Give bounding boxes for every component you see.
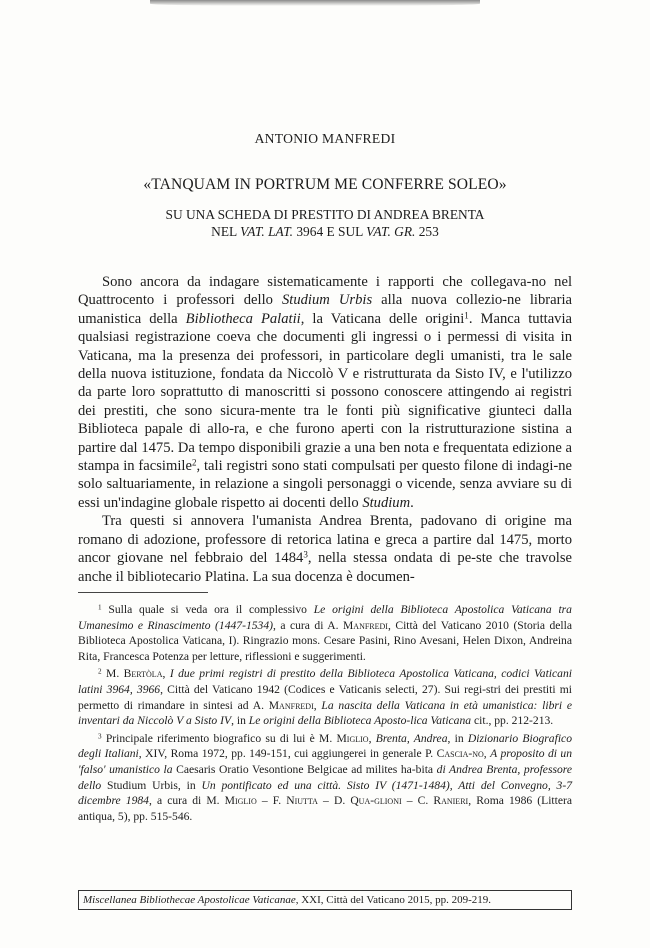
footnote-divider — [78, 592, 208, 593]
italic-run: Le origini della Biblioteca Apostolica Vaticana tra Umanesimo e Rinascimento (1447-1534) — [78, 603, 572, 632]
text-run: , Città del Vaticano 1942 (Codices e Vaticanis selecti, 27). Sui regi-stri dei prestiti mi permetto di rimandare in sintesi ad A. — [78, 682, 572, 712]
text-run: , nella stessa ondata di pe-ste che travolse anche il bibliotecario Platina. La sua docenza è documen- — [78, 550, 572, 585]
text-run: , a cura di A. — [273, 618, 343, 632]
text-run: , — [162, 667, 170, 681]
text-run: M. — [101, 667, 124, 681]
italic-run: A proposito di un 'falso' umanistico la — [78, 747, 573, 776]
text-run: Sulla quale si veda ora il complessivo — [101, 603, 314, 616]
text-run: , XIV, Roma 1972, pp. 149-151, cui aggiungerei in generale P. — [138, 747, 437, 761]
text-run: , in — [231, 714, 249, 728]
smallcaps-run: Manfredi — [268, 698, 314, 712]
italic-run: di Andrea Brenta, professore dello — [78, 762, 572, 792]
paragraph-1 — [78, 273, 572, 512]
subtitle-line-2 — [78, 223, 572, 240]
text-run: – F. — [256, 794, 287, 808]
text-run: , — [483, 747, 491, 761]
text-run: , in — [447, 731, 468, 745]
scan-shadow — [150, 0, 480, 6]
footnote-number: 1 — [98, 603, 102, 612]
subtitle-text: 3964 E SUL — [293, 224, 367, 239]
italic-run: Studium Urbis — [281, 292, 373, 309]
text-run: – C. — [401, 794, 434, 808]
text-run: , — [313, 698, 322, 712]
text-run: Principale riferimento biografico su di lui è M. — [101, 731, 337, 745]
footnotes — [78, 602, 572, 826]
text-run: Tra questi si annovera l'umanista Andrea Brenta, padovano di origine ma romano di adozione, professore di retorica latina e greca a partire dal 1475, morto ancor giovane nel febbraio del 1484 — [78, 513, 572, 567]
smallcaps-run: Niutta — [286, 794, 318, 808]
footnote-number: 3 — [98, 732, 102, 741]
italic-run: Dizionario Biografico degli Italiani — [78, 731, 572, 761]
footnote-number: 2 — [98, 667, 102, 676]
footnote-ref-3[interactable]: 3 — [303, 549, 308, 560]
text-run: , Roma 1986 (Littera antiqua, 5), pp. 515-546. — [78, 794, 573, 823]
smallcaps-run: Ranieri — [433, 794, 469, 808]
body-text — [78, 273, 572, 586]
source-citation-box — [78, 890, 572, 910]
smallcaps-run: Cascia-no — [436, 747, 484, 761]
italic-run: Bibliotheca Palatii — [185, 310, 301, 327]
smallcaps-run: Bertòla — [123, 667, 163, 681]
italic-run: Brenta, Andrea — [375, 731, 448, 745]
footnote-ref-1[interactable]: 1 — [464, 310, 469, 321]
text-run: , — [368, 731, 376, 745]
article-subtitle — [78, 206, 572, 240]
italic-run: I due primi registri di prestito della Biblioteca Apostolica Vaticana, codici Vaticani latini 3964, 3966 — [78, 667, 572, 696]
footnote-1 — [78, 602, 572, 664]
paragraph-2 — [78, 512, 572, 586]
italic-run: Studium — [362, 494, 411, 511]
smallcaps-run: Miglio — [336, 731, 369, 745]
italic-run: La nascita della Vaticana in età umanistica: libri e inventari da Niccolò V a Sisto IV — [78, 698, 573, 728]
text-run: , Città del Vaticano 2010 (Storia della Biblioteca Apostolica Vaticana, I). Ringrazio mons. Cesare Pasini, Rino Avesani, Helen Dixon, Andreina Rita, Francesca Potenza per letture, riflessioni e suggerimenti. — [78, 618, 572, 663]
text-run: Caesaris Oratio Vesontione Belgicae ad milites ha-bita — [172, 762, 437, 776]
text-run: . — [410, 494, 414, 511]
subtitle-shelfmark-gr: VAT. GR. — [366, 224, 416, 239]
subtitle-text: 253 — [415, 224, 439, 239]
smallcaps-run: Miglio — [224, 794, 257, 808]
text-run: , tali registri sono stati compulsati per questo filone di indagi-ne solo saltuariamente, in relazione a singoli personaggi o vicende, senza avviare su di essi un'indagine globale rispetto ai docenti dello — [78, 458, 573, 511]
smallcaps-run: Qua-glioni — [350, 794, 402, 808]
italic-run: Le origini della Biblioteca Aposto-lica Vaticana — [248, 714, 472, 728]
text-run: , la Vaticana delle origini — [300, 310, 465, 327]
journal-title: Miscellanea Bibliothecae Apostolicae Vaticanae — [83, 894, 296, 906]
text-run: . Manca tuttavia qualsiasi registrazione coeva che documenti gli ingressi o i permessi di visita in Vaticana, ma la presenza dei professori, in particolare degli umanisti, tra le sale della nuova istituzione, fondata da Niccolò V e ristrutturata da Sisto IV, e l'utilizzo da parte loro soprattutto di manoscritti si possono conoscere attingendo ai registri dei prestiti, che sono sicura-mente tra le fonti più significative giunteci dalla Biblioteca papale di allo-ra, e che furono aperti con la ristrutturazione sistina a partire dal 1475. Da tempo disponibili grazie a una ben nota e frequentata edizione a stampa in facsimile — [78, 310, 573, 475]
subtitle-text: NEL — [211, 224, 241, 239]
footnote-2 — [78, 666, 572, 728]
article-title: «TANQUAM IN PORTRUM ME CONFERRE SOLEO» — [143, 176, 507, 193]
text-run: – D. — [317, 794, 351, 808]
text-run: alla nuova collezio-ne libraria umanistica della — [78, 292, 573, 327]
italic-run: Un pontificato ed una città. Sisto IV (1471-1484), Atti del Convegno, 3-7 dicembre 1984 — [78, 778, 572, 808]
text-run: , a cura di M. — [148, 794, 225, 808]
citation-details: , XXI, Città del Vaticano 2015, pp. 209-219. — [295, 894, 492, 906]
text-run: Sono ancora da indagare sistematicamente i rapporti che collegava-no nel Quattrocento i professori dello — [78, 274, 572, 309]
text-run: Studium Urbis, in — [101, 778, 202, 792]
smallcaps-run: Manfredi — [342, 618, 388, 632]
subtitle-line-1: SU UNA SCHEDA DI PRESTITO DI ANDREA BRENTA — [165, 207, 485, 222]
subtitle-shelfmark-lat: VAT. LAT. — [240, 224, 294, 239]
author-name: ANTONIO MANFREDI — [254, 131, 396, 146]
footnote-3 — [78, 731, 572, 825]
footnote-ref-2[interactable]: 2 — [191, 457, 197, 468]
text-run: cit., pp. 212-213. — [471, 714, 554, 728]
